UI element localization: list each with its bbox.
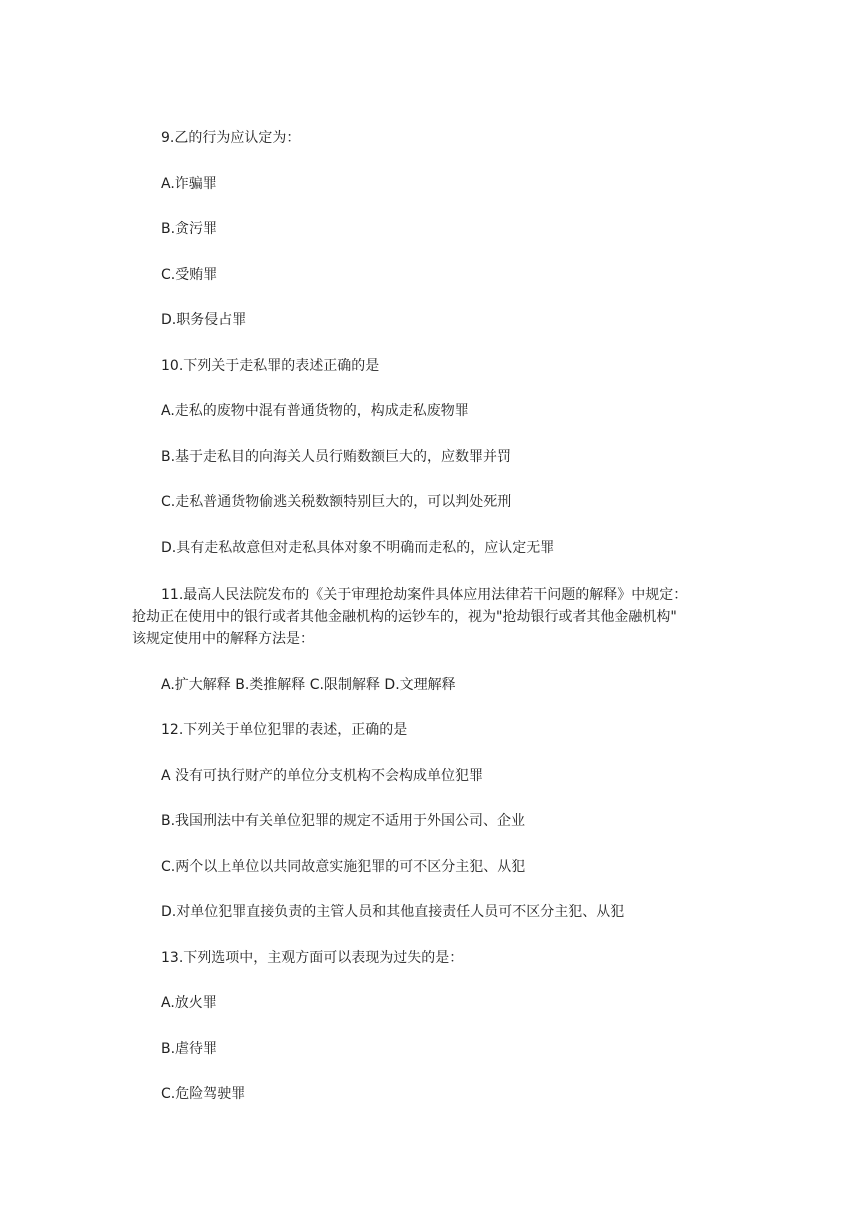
- question-12-option-c: C.两个以上单位以共同故意实施犯罪的可不区分主犯、从犯: [161, 859, 526, 875]
- question-9-option-b: B.贪污罪: [161, 221, 218, 237]
- question-12-option-a: A 没有可执行财产的单位分支机构不会构成单位犯罪: [161, 768, 484, 784]
- question-12-option-b: B.我国刑法中有关单位犯罪的规定不适用于外国公司、企业: [161, 813, 526, 829]
- question-13-stem: 13.下列选项中，主观方面可以表现为过失的是：: [161, 950, 464, 966]
- question-12-option-d: D.对单位犯罪直接负责的主管人员和其他直接责任人员可不区分主犯、从犯: [161, 904, 625, 920]
- question-9-option-d: D.职务侵占罪: [161, 312, 247, 328]
- question-13-option-a: A.放火罪: [161, 995, 217, 1011]
- question-11-stem-line-2: 抢劫正在使用中的银行或者其他金融机构的运钞车的，视为"抢劫银行或者其他金融机构": [132, 609, 677, 625]
- question-10-option-c: C.走私普通货物偷逃关税数额特别巨大的，可以判处死刑: [161, 494, 512, 510]
- question-10-option-d: D.具有走私故意但对走私具体对象不明确而走私的，应认定无罪: [161, 540, 555, 556]
- question-9-option-a: A.诈骗罪: [161, 176, 217, 192]
- question-13-option-b: B.虐待罪: [161, 1041, 218, 1057]
- question-9-option-c: C.受贿罪: [161, 267, 218, 283]
- question-10-stem: 10.下列关于走私罪的表述正确的是: [161, 358, 380, 374]
- question-10-option-a: A.走私的废物中混有普通货物的，构成走私废物罪: [161, 403, 469, 419]
- question-11-options: A.扩大解释 B.类推解释 C.限制解释 D.文理解释: [161, 677, 456, 693]
- question-11-stem-line-3: 该规定使用中的解释方法是：: [132, 631, 314, 647]
- question-10-option-b: B.基于走私目的向海关人员行贿数额巨大的，应数罪并罚: [161, 449, 512, 465]
- question-9-stem: 9.乙的行为应认定为：: [161, 130, 301, 146]
- question-13-option-c: C.危险驾驶罪: [161, 1086, 246, 1102]
- question-11-stem-line-1: 11.最高人民法院发布的《关于审理抢劫案件具体应用法律若干问题的解释》中规定：: [161, 587, 688, 603]
- question-12-stem: 12.下列关于单位犯罪的表述，正确的是: [161, 722, 408, 738]
